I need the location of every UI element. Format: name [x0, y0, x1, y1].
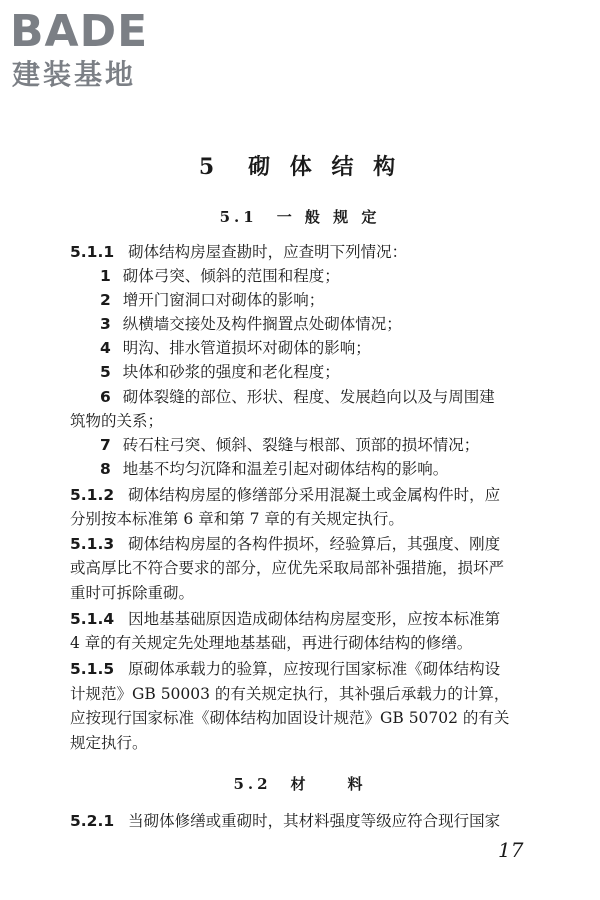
list-item: [100, 434, 479, 456]
item-number: 1: [100, 267, 111, 285]
item-number: 2: [100, 291, 111, 309]
logo-subtitle: 建装基地: [12, 58, 137, 91]
item-number: 5: [100, 363, 111, 381]
clause-text-line: 重时可拆除重砌。: [70, 584, 195, 602]
clause-text: 当砌体修缮或重砌时，其材料强度等级应符合现行国家: [128, 812, 501, 830]
clause-number: 5.1.1: [70, 243, 115, 261]
clause-number: 5.1.2: [70, 486, 115, 504]
list-item: [100, 289, 324, 311]
item-number: 4: [100, 339, 111, 357]
clause-number: 5.1.5: [70, 660, 115, 678]
item-text: 块体和砂浆的强度和老化程度；: [122, 363, 340, 381]
list-item: [100, 313, 402, 335]
item-number: 7: [100, 436, 111, 454]
clause-text: 砌体结构房屋的修缮部分采用混凝土或金属构件时，应: [128, 486, 501, 504]
clause-5-1-4: [70, 608, 500, 630]
item-text: 地基不均匀沉降和温差引起对砌体结构的影响。: [122, 460, 449, 478]
clause-number: 5.2.1: [70, 812, 115, 830]
list-item-continuation: 筑物的关系；: [70, 412, 164, 430]
clause-number: 5.1.3: [70, 535, 115, 553]
clause-5-1-3: [70, 533, 500, 555]
list-item: [100, 361, 340, 383]
clause-text: 砌体结构房屋查勘时，应查明下列情况：: [128, 243, 408, 261]
section-title-5-2: 5.2 材 料: [233, 775, 367, 793]
item-number: 8: [100, 460, 111, 478]
clause-text-line: 或高厚比不符合要求的部分，应优先采取局部补强措施，损坏严: [70, 559, 505, 577]
item-number: 6: [100, 388, 111, 406]
item-text: 增开门窗洞口对砌体的影响；: [122, 291, 325, 309]
list-item: [100, 386, 495, 408]
list-item: [100, 337, 371, 359]
item-text: 砌体裂缝的部位、形状、程度、发展趋向以及与周围建: [122, 388, 495, 406]
item-text: 砖石柱弓突、倾斜、裂缝与根部、顶部的损坏情况；: [122, 436, 480, 454]
list-item: [100, 458, 448, 480]
clause-text: 砌体结构房屋的各构件损坏，经验算后，其强度、刚度: [128, 535, 501, 553]
item-text: 明沟、排水管道损坏对砌体的影响；: [122, 339, 371, 357]
clause-text: 因地基基础原因造成砌体结构房屋变形，应按本标准第: [128, 610, 501, 628]
clause-5-1-1: [70, 241, 407, 263]
logo: [10, 6, 190, 96]
clause-number: 5.1.4: [70, 610, 115, 628]
clause-5-2-1: [70, 810, 500, 832]
clause-text-line: 应按现行国家标准《砌体结构加固设计规范》GB 50702 的有关: [70, 709, 510, 727]
section-title-5-1: 5.1 一 般 规 定: [219, 208, 381, 226]
item-text: 砌体弓突、倾斜的范围和程度；: [122, 267, 340, 285]
clause-text-line: 分别按本标准第 6 章和第 7 章的有关规定执行。: [70, 510, 404, 528]
clause-text-line: 4 章的有关规定先处理地基基础，再进行砌体结构的修缮。: [70, 634, 473, 652]
item-number: 3: [100, 315, 111, 333]
logo-brand: BADE: [10, 6, 149, 57]
page-number: 17: [498, 838, 524, 862]
clause-text-line: 计规范》GB 50003 的有关规定执行，其补强后承载力的计算，: [70, 685, 510, 703]
clause-text: 原砌体承载力的验算，应按现行国家标准《砌体结构设: [128, 660, 501, 678]
list-item: [100, 265, 340, 287]
clause-5-1-2: [70, 484, 500, 506]
item-text: 纵横墙交接处及构件搁置点处砌体情况；: [122, 315, 402, 333]
clause-5-1-5: [70, 658, 500, 680]
clause-text-line: 规定执行。: [70, 734, 148, 752]
chapter-title: 5 砌 体 结 构: [198, 154, 402, 180]
